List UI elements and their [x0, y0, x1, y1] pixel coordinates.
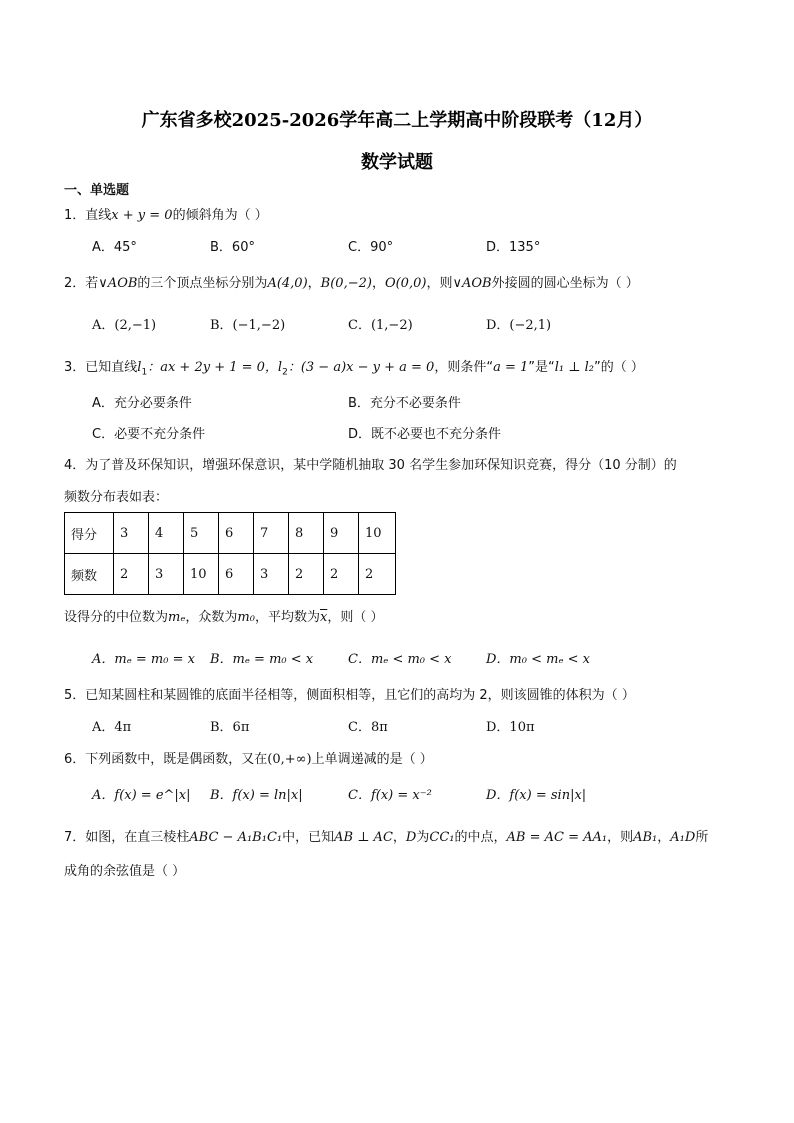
question-text: ，众数为 [185, 610, 238, 625]
section-heading: 一、单选题 [64, 183, 130, 198]
table-cell: 3 [149, 554, 184, 595]
question-text: ，则 [426, 276, 453, 291]
question-7-line2: 成角的余弦值是（ ） [64, 864, 186, 879]
option-a: A．mₑ = m₀ = x [92, 652, 195, 667]
table-cell: 4 [149, 513, 184, 554]
math-expression: ∨AOB [452, 276, 492, 291]
question-number: 6． [64, 752, 86, 767]
question-number: 1． [64, 208, 86, 223]
question-number: 4． [64, 458, 86, 473]
line-l2: l [277, 360, 283, 375]
table-header-cell: 得分 [65, 513, 114, 554]
option-a: A．4π [92, 720, 132, 735]
question-7 [64, 828, 708, 848]
math-expression: ：ax + 2y + 1 = 0， [147, 360, 278, 375]
question-text: ， [657, 830, 671, 845]
option-a: A．(2,−1) [92, 318, 157, 333]
table-cell: 2 [289, 554, 324, 595]
question-text: 直线 [85, 208, 112, 223]
question-text: 的三个顶点坐标分别为 [137, 276, 268, 291]
table-cell: 9 [324, 513, 359, 554]
question-number: 5． [64, 688, 86, 703]
option-c: C．mₑ < m₀ < x [348, 652, 452, 667]
question-5 [64, 686, 635, 706]
table-row [65, 513, 396, 554]
table-cell: 6 [219, 513, 254, 554]
math-expression: (0,+∞) [267, 752, 312, 767]
question-text: 已知直线 [85, 360, 138, 375]
question-text: 中，已知 [282, 830, 335, 845]
median-symbol: mₑ [168, 610, 186, 625]
table-cell: 2 [359, 554, 396, 595]
line-l1: l [137, 360, 142, 375]
math-expression: AB ⊥ AC [334, 830, 393, 845]
option-d: D．f(x) = sin|x| [486, 788, 587, 803]
option-a: A．充分必要条件 [92, 396, 192, 411]
question-text: 设得分的中位数为 [64, 610, 169, 625]
question-4-line3 [64, 608, 383, 628]
question-text: ”是“ [528, 360, 555, 375]
question-text: 若 [85, 276, 99, 291]
option-c: C．必要不充分条件 [92, 427, 206, 442]
option-c: C．f(x) = x⁻² [348, 788, 432, 803]
frequency-table [64, 512, 396, 595]
question-4-line2: 频数分布表如表： [64, 490, 169, 505]
question-text: 外接圆的圆心坐标为（ ） [491, 276, 639, 291]
table-cell: 7 [254, 513, 289, 554]
math-expression: AB = AC = AA₁ [506, 830, 608, 845]
question-text: 为了普及环保知识，增强环保意识，某中学随机抽取 30 名学生参加环保知识竞赛，得分（10 分制）的 [85, 458, 677, 473]
question-text: 已知某圆柱和某圆锥的底面半径相等，侧面积相等，且它们的高均为 2，则该圆锥的体积为（ ） [85, 688, 635, 703]
question-text: 所 [695, 830, 709, 845]
question-text: ， [392, 830, 406, 845]
option-c: C．90° [348, 240, 394, 255]
mean-symbol: $\overline{x}$ [319, 610, 328, 625]
point-a: A(4,0) [267, 276, 308, 291]
point-o: O(0,0) [384, 276, 427, 291]
table-cell: 2 [324, 554, 359, 595]
subscript: 2 [282, 367, 288, 378]
page-title: 广东省多校2025-2026学年高二上学期高中阶段联考（12月） [141, 110, 653, 131]
option-b: B．60° [210, 240, 255, 255]
mode-symbol: m₀ [237, 610, 255, 625]
table-cell: 8 [289, 513, 324, 554]
question-2: 2．若∨AOB的三个顶点坐标分别为A(4,0)，B(0,−2)，O(0,0)，则∨AOB外接圆的圆心坐标为（ ） [64, 276, 639, 291]
point-d: D [405, 830, 417, 845]
question-text: 为 [416, 830, 430, 845]
math-expression: a = 1 [493, 360, 529, 375]
table-cell: 5 [184, 513, 219, 554]
math-expression: l₁ ⊥ l₂ [554, 360, 594, 375]
point-b: B(0,−2) [320, 276, 372, 291]
option-d: D．135° [486, 240, 541, 255]
question-number: 7． [64, 830, 86, 845]
option-b: B．充分不必要条件 [348, 396, 461, 411]
math-expression: ：(3 − a)x − y + a = 0 [287, 360, 435, 375]
question-6 [64, 750, 433, 770]
question-text: ，则条件“ [434, 360, 494, 375]
question-1 [64, 206, 268, 226]
option-c: C．8π [348, 720, 388, 735]
math-expression: A₁D [670, 830, 696, 845]
option-b: B．mₑ = m₀ < x [210, 652, 314, 667]
subscript: 1 [141, 367, 148, 378]
table-cell: 6 [219, 554, 254, 595]
table-row [65, 554, 396, 595]
question-text: ”的（ ） [593, 360, 644, 375]
question-text: ，则（ ） [327, 610, 384, 625]
question-text: ，平均数为 [254, 610, 320, 625]
page-subtitle: 数学试题 [361, 152, 433, 173]
table-cell: 10 [359, 513, 396, 554]
math-expression: ∨AOB [98, 276, 138, 291]
option-a: A．45° [92, 240, 137, 255]
option-b: B．6π [210, 720, 250, 735]
option-d: D．既不必要也不充分条件 [348, 427, 502, 442]
table-cell: 10 [184, 554, 219, 595]
option-d: D．m₀ < mₑ < x [486, 652, 590, 667]
question-number: 2． [64, 276, 86, 291]
question-text: 的倾斜角为（ ） [172, 208, 268, 223]
option-c: C．(1,−2) [348, 318, 413, 333]
option-b: B．(−1,−2) [210, 318, 286, 333]
option-b: B．f(x) = ln|x| [210, 788, 303, 803]
question-4 [64, 456, 677, 476]
math-expression: x + y = 0 [111, 208, 173, 223]
table-cell: 3 [254, 554, 289, 595]
question-text: 如图，在直三棱柱 [85, 830, 190, 845]
question-3 [64, 358, 644, 383]
option-a: A．f(x) = e^|x| [92, 788, 191, 803]
math-expression: AB₁ [633, 830, 658, 845]
option-d: D．(−2,1) [486, 318, 552, 333]
question-text: 的中点， [454, 830, 507, 845]
table-header-cell: 频数 [65, 554, 114, 595]
question-number: 3． [64, 360, 86, 375]
question-text: 下列函数中，既是偶函数，又在 [85, 752, 268, 767]
question-text: ，则 [607, 830, 634, 845]
question-text: 上单调递减的是（ ） [311, 752, 433, 767]
table-cell: 3 [114, 513, 149, 554]
option-d: D．10π [486, 720, 535, 735]
math-expression: CC₁ [429, 830, 455, 845]
math-expression: ABC − A₁B₁C₁ [189, 830, 283, 845]
table-cell: 2 [114, 554, 149, 595]
